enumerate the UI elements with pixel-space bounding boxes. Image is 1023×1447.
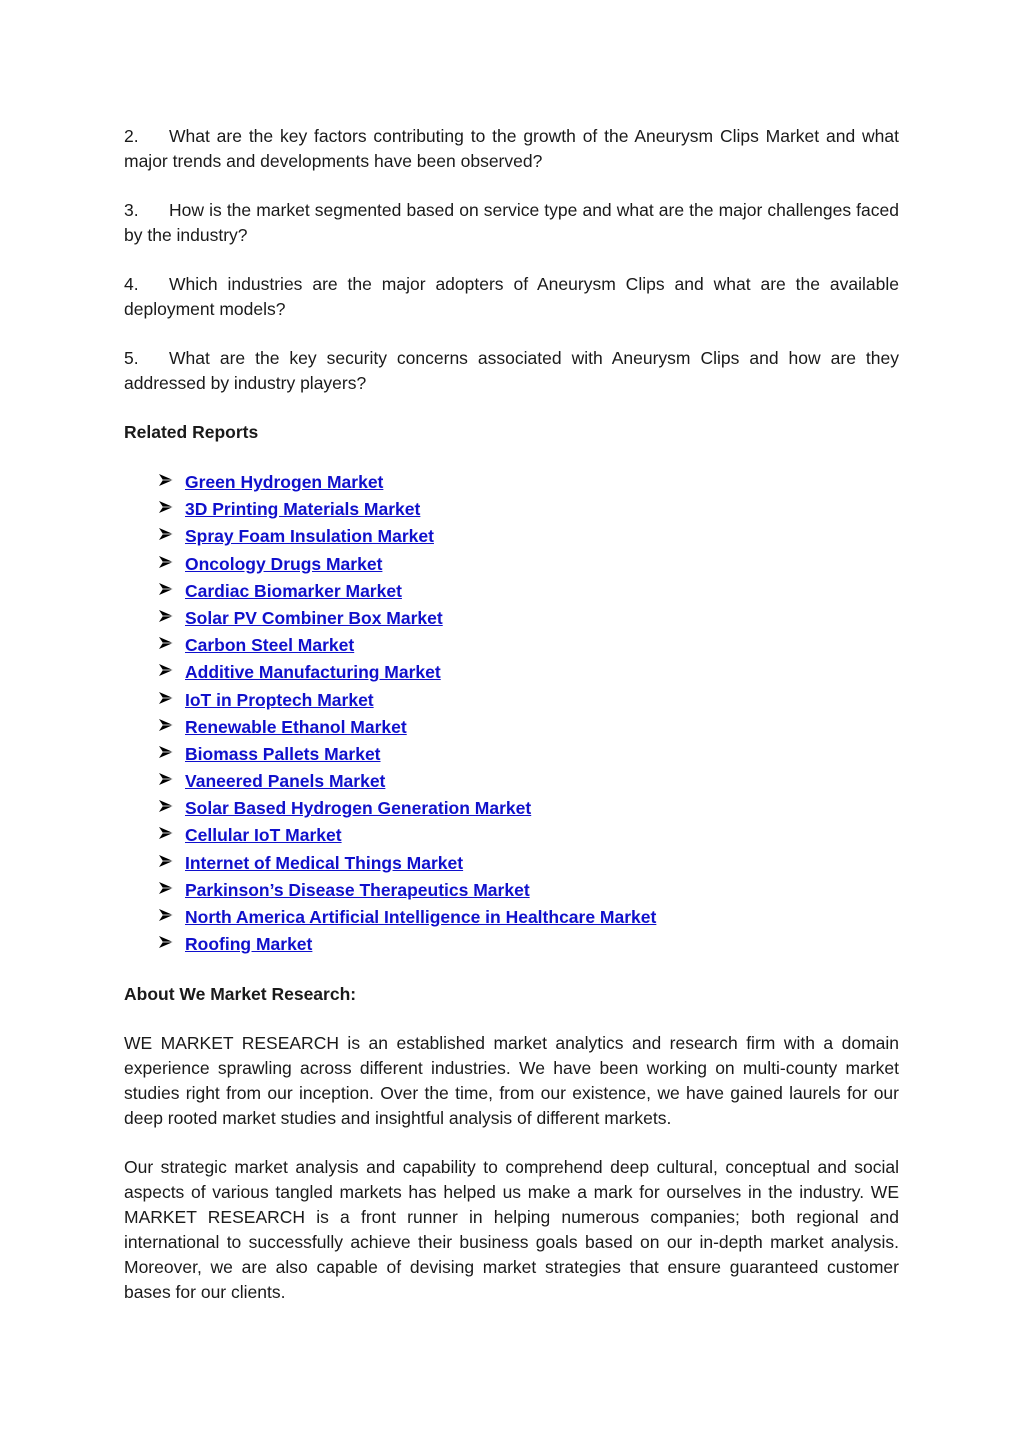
arrow-bullet-icon bbox=[158, 496, 185, 523]
related-report-link[interactable]: Biomass Pallets Market bbox=[185, 743, 381, 764]
question-item bbox=[124, 346, 899, 396]
arrow-bullet-icon bbox=[158, 551, 185, 578]
related-report-link[interactable]: 3D Printing Materials Market bbox=[185, 499, 421, 520]
related-report-link[interactable]: Carbon Steel Market bbox=[185, 635, 355, 656]
question-text: Which industries are the major adopters of Aneurysm Clips and what are the available deployment models? bbox=[124, 274, 899, 319]
related-report-link[interactable]: Green Hydrogen Market bbox=[185, 472, 384, 492]
question-number: 5. bbox=[124, 348, 139, 368]
related-report-item bbox=[158, 496, 899, 523]
related-report-link[interactable]: Cellular IoT Market bbox=[185, 825, 342, 846]
about-heading: About We Market Research: bbox=[124, 984, 357, 1005]
related-report-item bbox=[158, 659, 899, 686]
related-report-item bbox=[158, 877, 899, 904]
question-number: 3. bbox=[124, 200, 139, 220]
related-report-link[interactable]: Parkinson’s Disease Therapeutics Market bbox=[185, 879, 530, 900]
related-report-link[interactable]: Internet of Medical Things Market bbox=[185, 852, 464, 873]
related-report-item bbox=[158, 605, 899, 632]
arrow-bullet-icon bbox=[158, 904, 185, 931]
related-report-link[interactable]: Solar Based Hydrogen Generation Market bbox=[185, 798, 532, 819]
related-report-link[interactable]: Additive Manufacturing Market bbox=[185, 662, 441, 683]
about-body bbox=[124, 1031, 899, 1305]
related-report-item bbox=[158, 714, 899, 741]
arrow-bullet-icon bbox=[158, 659, 185, 686]
related-reports-list bbox=[124, 469, 899, 958]
arrow-bullet-icon bbox=[158, 822, 185, 849]
related-report-item bbox=[158, 551, 899, 578]
related-report-link[interactable]: Vaneered Panels Market bbox=[185, 771, 386, 792]
related-report-link[interactable]: Cardiac Biomarker Market bbox=[185, 580, 402, 601]
arrow-bullet-icon bbox=[158, 741, 185, 768]
related-report-link[interactable]: North America Artificial Intelligence in Healthcare Market bbox=[185, 907, 657, 927]
related-report-item bbox=[158, 741, 899, 768]
related-report-link[interactable]: IoT in Proptech Market bbox=[185, 689, 374, 710]
arrow-bullet-icon bbox=[158, 687, 185, 714]
arrow-bullet-icon bbox=[158, 523, 185, 550]
arrow-bullet-icon bbox=[158, 469, 185, 496]
related-report-item bbox=[158, 904, 899, 931]
related-report-item bbox=[158, 822, 899, 849]
question-item bbox=[124, 198, 899, 248]
arrow-bullet-icon bbox=[158, 768, 185, 795]
related-report-item bbox=[158, 850, 899, 877]
document-page bbox=[124, 124, 899, 1329]
arrow-bullet-icon bbox=[158, 931, 185, 958]
question-text: What are the key factors contributing to the growth of the Aneurysm Clips Market and what major trends and developments have been observed? bbox=[124, 126, 899, 171]
arrow-bullet-icon bbox=[158, 605, 185, 632]
about-paragraph: WE MARKET RESEARCH is an established market analytics and research firm with a domain experience sprawling across different industries. We have been working on multi-county market studies right from our inception. Over the time, from our existence, we have gained laurels for our deep rooted market studies and insightful analysis of different markets. bbox=[124, 1033, 899, 1129]
arrow-bullet-icon bbox=[158, 632, 185, 659]
question-number: 4. bbox=[124, 274, 139, 294]
arrow-bullet-icon bbox=[158, 714, 185, 741]
about-paragraph: Our strategic market analysis and capability to comprehend deep cultural, conceptual and social aspects of various tangled markets has helped us make a mark for ourselves in the industry. WE MARKET RESEARCH is a front runner in helping numerous companies; both regional and international to successfully achieve their business goals based on our in-depth market analysis. Moreover, we are also capable of devising market strategies that ensure guaranteed customer bases for our clients. bbox=[124, 1157, 899, 1303]
question-number: 2. bbox=[124, 126, 139, 146]
related-report-item bbox=[158, 768, 899, 795]
questions-list bbox=[124, 124, 899, 396]
related-report-item bbox=[158, 469, 899, 496]
related-report-item bbox=[158, 578, 899, 605]
related-report-link[interactable]: Roofing Market bbox=[185, 934, 313, 955]
arrow-bullet-icon bbox=[158, 850, 185, 877]
related-report-item bbox=[158, 632, 899, 659]
arrow-bullet-icon bbox=[158, 578, 185, 605]
related-report-link[interactable]: Renewable Ethanol Market bbox=[185, 716, 407, 737]
arrow-bullet-icon bbox=[158, 795, 185, 822]
question-text: How is the market segmented based on service type and what are the major challenges faced by the industry? bbox=[124, 200, 899, 245]
question-item bbox=[124, 124, 899, 174]
arrow-bullet-icon bbox=[158, 877, 185, 904]
related-report-item bbox=[158, 523, 899, 550]
question-item bbox=[124, 272, 899, 322]
related-report-link[interactable]: Oncology Drugs Market bbox=[185, 553, 383, 574]
related-report-item bbox=[158, 687, 899, 714]
related-report-link[interactable]: Spray Foam Insulation Market bbox=[185, 526, 434, 547]
related-report-item bbox=[158, 795, 899, 822]
related-report-item bbox=[158, 931, 899, 958]
related-reports-heading: Related Reports bbox=[124, 422, 259, 442]
related-report-link[interactable]: Solar PV Combiner Box Market bbox=[185, 607, 443, 628]
question-text: What are the key security concerns associated with Aneurysm Clips and how are they addressed by industry players? bbox=[124, 348, 899, 393]
